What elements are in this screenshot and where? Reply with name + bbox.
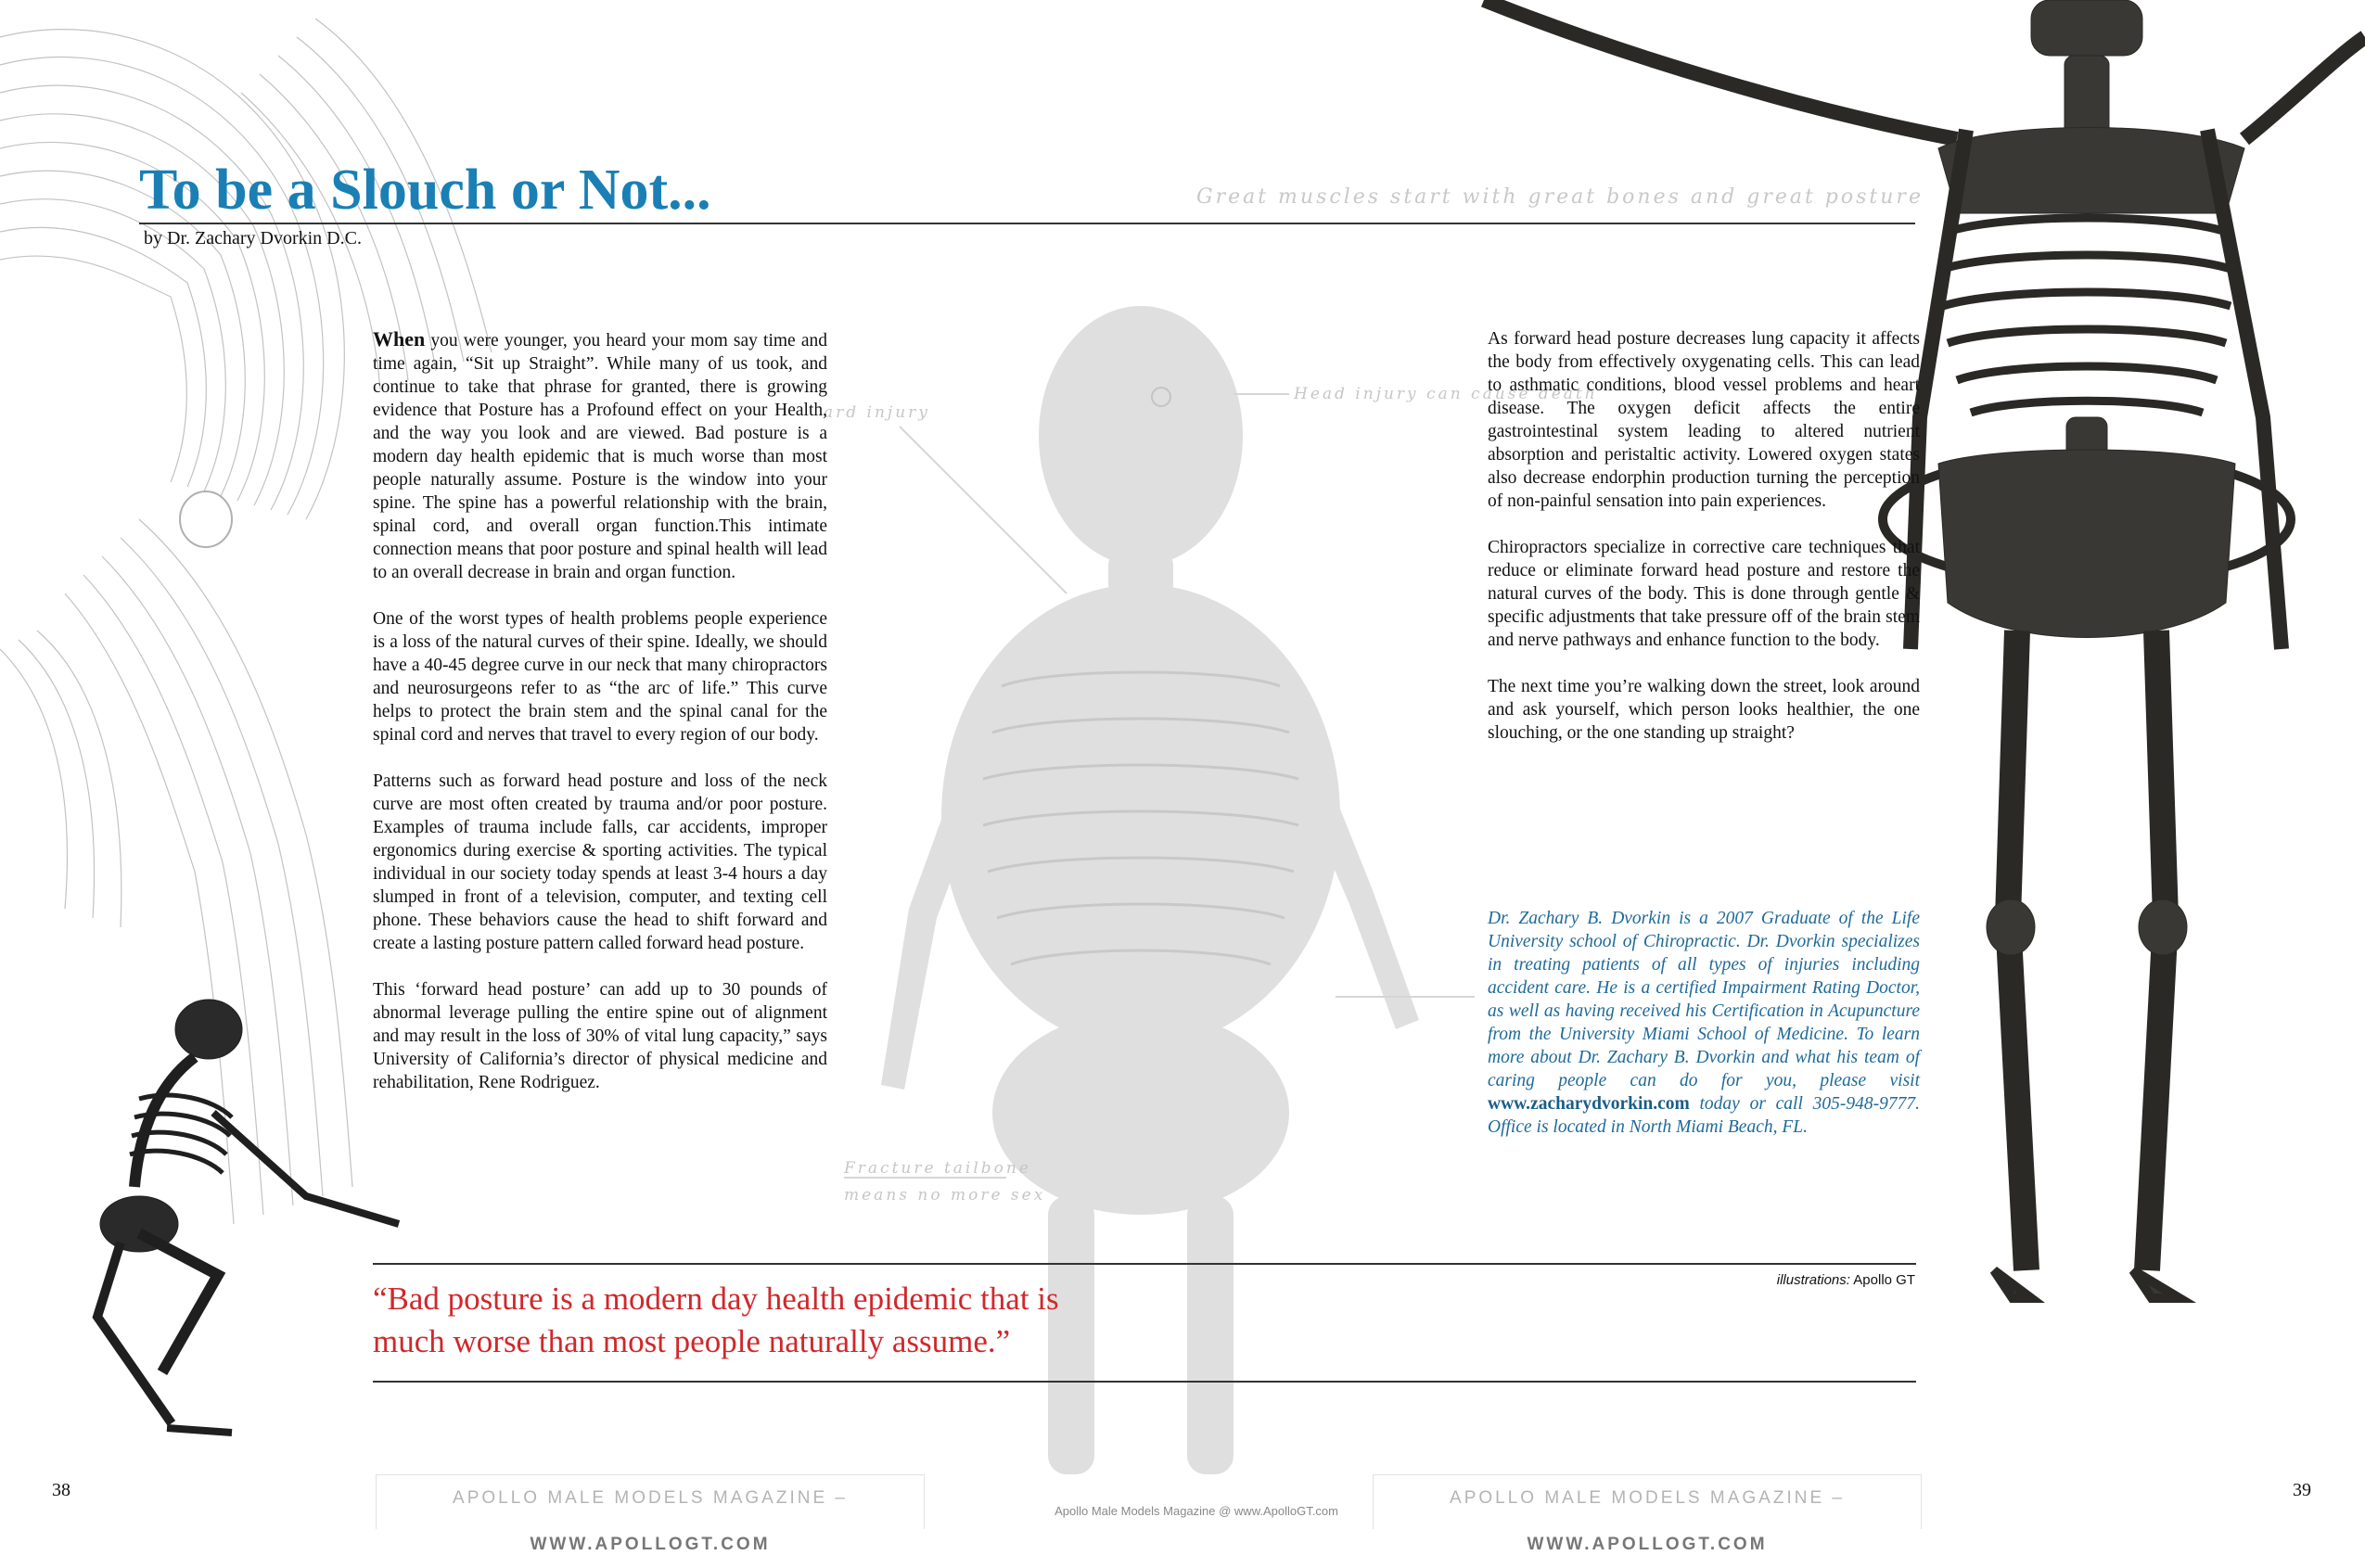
bio-text-2: today or call 305-948-9777. Office is located in North Miami Beach, FL. [1488, 1094, 1920, 1137]
paragraph-7: The next time you’re walking down the street, look around and ask yourself, which person looks healthier, the one slouching, or the one standing up straight? [1488, 677, 1920, 743]
footer-url-right[interactable]: WWW.APOLLOGT.COM [1527, 1535, 1768, 1554]
bg-annotation-top: Head injury can cause death [1294, 385, 1598, 403]
paragraph-3: Patterns such as forward head posture and loss of the neck curve are most often created by trauma and/or poor posture. Examples of trauma include falls, car accidents, improper ergonomics during exercise & sporting activities. The typical individual in our society today spends at least 3-4 hours a day slumped in front of a television, computer, and texting cell phone. These behaviors cause the head to shift forward and create a lasting posture pattern called forward head posture. [373, 771, 827, 953]
credit-label: illustrations: [1776, 1272, 1850, 1288]
footer-magazine-left [376, 1474, 925, 1554]
bio-website-link[interactable]: www.zacharydvorkin.com [1488, 1094, 1690, 1114]
paragraph-5: As forward head posture decreases lung capacity it affects the body from effectively oxygenating cells. This can lead to asthmatic conditions, blood vessel problems and heart disease. The oxygen deficit affects the entire gastrointestinal system leading to altered nutrient absorption and peristaltic activity. Lowered oxygen states also decrease endorphin production turning the perception of non-painful sensation into pain experiences. [1488, 329, 1920, 511]
bg-annotation-bottom-1: Fracture tailbone [844, 1159, 1031, 1178]
paragraph-6: Chiropractors specialize in corrective care techniques that reduce or eliminate forward head posture and restore the natural curves of the body. This is done through gentle & specific adjustments that take pressure off of the brain stem and nerve pathways and enhance function to the body. [1488, 538, 1920, 650]
illustration-credit [1725, 1272, 1915, 1288]
pullquote-bottom-rule [373, 1381, 1916, 1383]
pullquote-top-rule [373, 1263, 1916, 1265]
crouching-skeleton-illustration [97, 1000, 399, 1433]
bg-annotation-bottom-2: means no more sex [844, 1186, 1046, 1205]
byline: by Dr. Zachary Dvorkin D.C. [144, 228, 362, 249]
page-number-right: 39 [2293, 1480, 2311, 1500]
paragraph-4: This ‘forward head posture’ can add up to 30 pounds of abnormal leverage pulling the entire spine out of alignment and may result in the loss of 30% of vital lung capacity,” says University of California’s director of physical medicine and rehabilitation, Rene Rodriguez. [373, 980, 827, 1092]
article-column-left [373, 327, 827, 1117]
article-title: To be a Slouch or Not... [139, 159, 711, 222]
title-divider [139, 223, 1915, 224]
paragraph-1 [373, 327, 827, 584]
footer-magazine-right [1373, 1474, 1922, 1554]
footer-mag-name-left: APOLLO MALE MODELS MAGAZINE – [453, 1488, 848, 1508]
footer-url-left[interactable]: WWW.APOLLOGT.COM [530, 1535, 771, 1554]
bg-annotation-left: ard injury [824, 403, 930, 422]
lead-word: When [373, 327, 426, 351]
article-tagline: Great muscles start with great bones and great posture [1196, 185, 1924, 209]
article-column-right [1488, 327, 1920, 768]
paragraph-2: One of the worst types of health problems people experience is a loss of the natural curves of their spine. Ideally, we should have a 40-45 degree curve in our neck that many chiropractors and neurosurgeons refer to as “the arc of life.” This curve helps to protect the brain stem and the spinal canal for the spinal cord and nerves that travel to every region of our body. [373, 609, 827, 745]
credit-name: Apollo GT [1849, 1272, 1915, 1288]
paragraph-1-text: you were younger, you heard your mom say time and time again, “Sit up Straight”. While many of us took, and continue to take that phrase for granted, there is growing evidence that Posture has a Profound effect on your Health, and the way you look and are viewed. Bad posture is a modern day health epidemic that is much worse than most people naturally assume. Posture is the window into your spine. The spine has a powerful relationship with the brain, spinal cord, and overall organ function.This intimate connection means that poor posture and spinal health will lead to an overall decrease in brain and organ function. [373, 331, 827, 582]
footer-mag-name-right: APOLLO MALE MODELS MAGAZINE – [1450, 1488, 1845, 1508]
pull-quote: “Bad posture is a modern day health epidemic that is much worse than most people naturally assume.” [373, 1281, 1059, 1359]
bio-text-1: Dr. Zachary B. Dvorkin is a 2007 Graduate of the Life University school of Chiropractic. Dr. Dvorkin specializes in treating patients of all types of injuries including accident care. He is a certified Impairment Rating Doctor, as well as having received his Certification in Acupuncture from the University Miami School of Medicine. To learn more about Dr. Zachary B. Dvorkin and what his team of caring people can do for you, please visit [1488, 909, 1920, 1090]
footer-center-credit: Apollo Male Models Magazine @ www.ApolloGT.com [1055, 1504, 1338, 1518]
page-number-left: 38 [52, 1480, 70, 1500]
author-bio [1488, 907, 1920, 1139]
